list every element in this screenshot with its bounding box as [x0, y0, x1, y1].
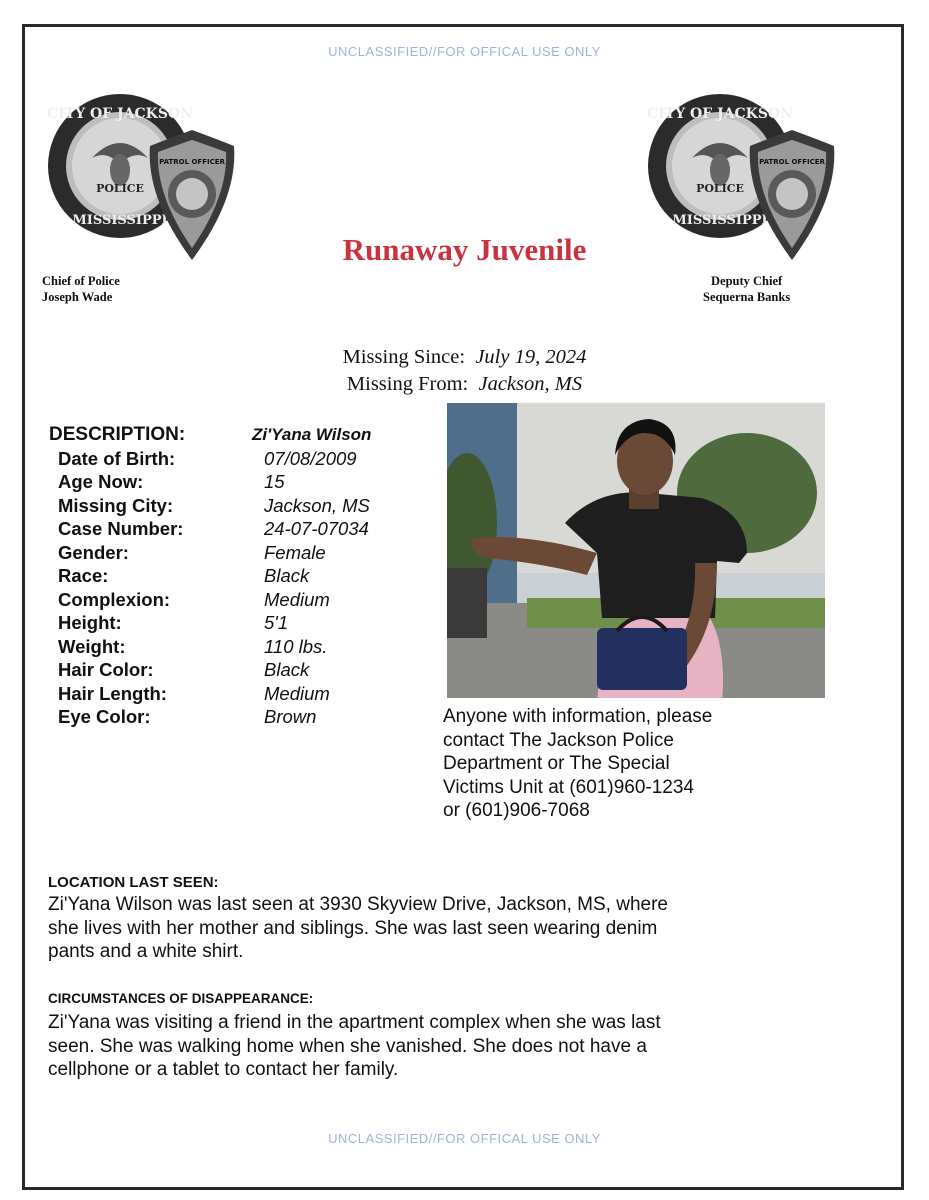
left-seal-state-text: MISSISSIPPI	[72, 213, 168, 228]
contact-info	[443, 705, 783, 823]
desc-row-gender	[58, 541, 370, 565]
desc-row-age	[58, 471, 370, 495]
contact-line: or (601)906-7068	[443, 800, 590, 821]
location-body	[48, 893, 788, 964]
row-label: Race:	[58, 565, 109, 587]
desc-row-race	[58, 565, 370, 589]
desc-row-hair-length	[58, 682, 370, 706]
row-label: Date of Birth:	[58, 447, 176, 469]
contact-line: Department or The Special	[443, 753, 670, 774]
right-seal-state-text: MISSISSIPPI	[672, 213, 768, 228]
row-label: Height:	[58, 612, 122, 634]
contact-line: Victims Unit at (601)960-1234	[443, 776, 694, 798]
desc-row-city	[58, 494, 370, 518]
deputy-title: Deputy Chief	[711, 274, 783, 288]
row-label: Hair Length:	[58, 682, 167, 704]
missing-from-label: Missing From:	[346, 373, 469, 395]
contact-line: contact The Jackson Police	[443, 729, 674, 751]
desc-row-weight	[58, 635, 370, 659]
circumstances-heading: CIRCUMSTANCES OF DISAPPEARANCE:	[48, 991, 314, 1006]
circumstances-body	[48, 1011, 788, 1082]
row-label: Missing City:	[58, 494, 174, 516]
right-seal-city-text: CITY OF JACKSON	[647, 106, 793, 122]
classification-top: UNCLASSIFIED//FOR OFFICAL USE ONLY	[328, 44, 601, 59]
row-value: Jackson, MS	[264, 494, 370, 516]
location-line: pants and a white shirt.	[48, 941, 244, 962]
description-heading: DESCRIPTION:	[49, 424, 186, 445]
row-label: Age Now:	[58, 471, 144, 493]
row-value: 24-07-07034	[264, 518, 369, 540]
row-label: Complexion:	[58, 588, 171, 610]
contact-line: Anyone with information, please	[443, 706, 713, 727]
row-value: Brown	[264, 706, 317, 728]
location-heading: LOCATION LAST SEEN:	[48, 874, 219, 891]
row-value: 5'1	[264, 612, 289, 634]
chief-title: Chief of Police	[42, 274, 120, 288]
circumstances-line: seen. She was walking home when she vanished. She does not have a	[48, 1035, 647, 1057]
row-value: 15	[264, 471, 285, 493]
desc-row-dob	[58, 447, 370, 471]
desc-row-hair-color	[58, 659, 370, 683]
row-label: Gender:	[58, 541, 129, 563]
desc-row-case	[58, 518, 370, 542]
deputy-name: Sequerna Banks	[703, 290, 791, 304]
row-value: Female	[264, 541, 326, 563]
desc-row-height	[58, 612, 370, 636]
location-line: Zi'Yana Wilson was last seen at 3930 Skyview Drive, Jackson, MS, where	[48, 894, 668, 915]
description-table	[58, 447, 370, 729]
row-value: Black	[264, 565, 310, 587]
circumstances-line: Zi'Yana was visiting a friend in the apartment complex when she was last	[48, 1012, 661, 1033]
row-value: 07/08/2009	[264, 447, 357, 469]
left-badge-text: PATROL OFFICER	[159, 158, 225, 166]
row-label: Weight:	[58, 635, 126, 657]
chief-name: Joseph Wade	[42, 290, 113, 304]
subject-name: Zi'Yana Wilson	[252, 425, 372, 444]
location-line: she lives with her mother and siblings. She was last seen wearing denim	[48, 917, 658, 939]
page-title: Runaway Juvenile	[342, 232, 587, 267]
circumstances-line: cellphone or a tablet to contact her family.	[48, 1059, 399, 1080]
left-seal-dept-text: POLICE	[96, 182, 144, 195]
chief-of-police-block	[42, 273, 120, 305]
row-value: Medium	[264, 682, 330, 704]
desc-row-eye-color	[58, 706, 370, 730]
row-value: Black	[264, 659, 310, 681]
right-seal-dept-text: POLICE	[696, 182, 744, 195]
desc-row-complexion	[58, 588, 370, 612]
row-label: Case Number:	[58, 518, 184, 540]
missing-since-label: Missing Since:	[342, 346, 466, 368]
row-label: Hair Color:	[58, 659, 154, 681]
row-value: 110 lbs.	[264, 635, 328, 657]
missing-since-value: July 19, 2024	[475, 346, 587, 368]
missing-info	[0, 344, 929, 398]
right-badge-text: PATROL OFFICER	[759, 158, 825, 166]
deputy-chief-block	[703, 273, 790, 305]
row-label: Eye Color:	[58, 706, 151, 728]
missing-from-value: Jackson, MS	[478, 373, 583, 395]
subject-photo	[447, 403, 825, 698]
left-seal-city-text: CITY OF JACKSON	[47, 106, 193, 122]
row-value: Medium	[264, 588, 330, 610]
classification-bottom: UNCLASSIFIED//FOR OFFICAL USE ONLY	[328, 1131, 601, 1146]
